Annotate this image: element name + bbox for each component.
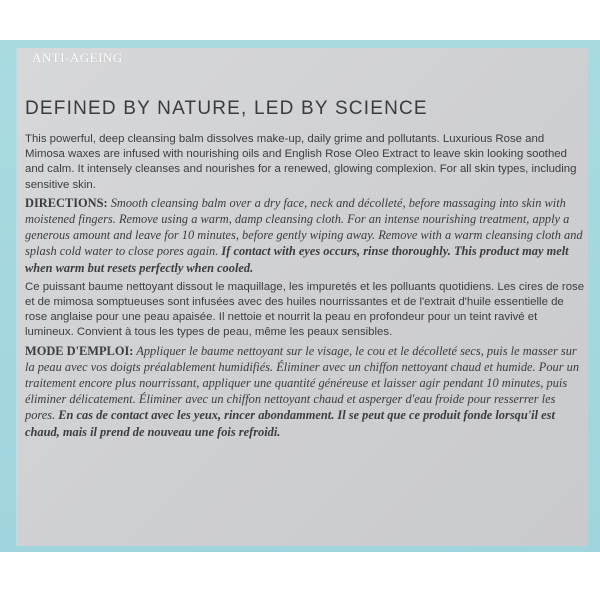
directions-text: Smooth cleansing balm over a dry face, neck and décolleté, before massaging into skin with moistened fingers. Remove using a warm, damp cleansing cloth. For an intense nourishing treatment, apply a generous amount and leave for 10 minutes, before gently wiping away. Remove with a warm cleansing cloth and splash cold water to close pores again. bbox=[25, 195, 583, 259]
english-directions bbox=[25, 196, 585, 277]
label-heading: DEFINED BY NATURE, LED BY SCIENCE bbox=[25, 98, 428, 119]
mode-emploi-label: MODE D'EMPLOI: bbox=[25, 343, 134, 358]
mode-emploi-warning: En cas de contact avec les yeux, rincer abondamment. Il se peut que ce produit fonde lorsqu'il est chaud, mais il prend de nouveau une fois refroidi. bbox=[25, 408, 555, 439]
directions-warning: If contact with eyes occurs, rinse thoroughly. This product may melt when warm but resets perfectly when cooled. bbox=[25, 244, 569, 275]
english-description: This powerful, deep cleansing balm dissolves make-up, daily grime and pollutants. Luxurious Rose and Mimosa waxes are infused with nourishing oils and English Rose Oleo Extract to leave skin looking soothed and calm. It intensely cleanses and nourishes for a renewed, glowing complexion. For all skin types, including sensitive skin. bbox=[25, 133, 577, 191]
mode-emploi-text: Appliquer le baume nettoyant sur le visage, le cou et le décolleté secs, puis le masser sur la peau avec vos doigts préalablement humidifiés. Éliminer avec un chiffon nettoyant chaud et humide. Pour un traitement encore plus nourrissant, appliquer une quantité généreuse et laisser agir pendant 10 minutes, puis éliminer délicatement. Éliminer avec un chiffon nettoyant chaud et asperger d'eau froide pour resserrer les pores. bbox=[25, 343, 580, 423]
anti-ageing-badge: ANTI-AGEING bbox=[32, 50, 123, 65]
label-text bbox=[25, 132, 585, 444]
directions-label: DIRECTIONS: bbox=[25, 195, 108, 210]
french-directions bbox=[25, 344, 585, 441]
french-description: Ce puissant baume nettoyant dissout le maquillage, les impuretés et les polluants quotidiens. Les cires de rose et de mimosa somptueuses sont infusées avec des huiles nourrissantes et de l'extrait d'huile essentielle de rose anglaise pour une peau apaisée. Il nettoie et nourrit la peau en profondeur pour un teint ravivé et lumineux. Convient à tous les types de peau, même les peaux sensibles. bbox=[25, 280, 585, 339]
